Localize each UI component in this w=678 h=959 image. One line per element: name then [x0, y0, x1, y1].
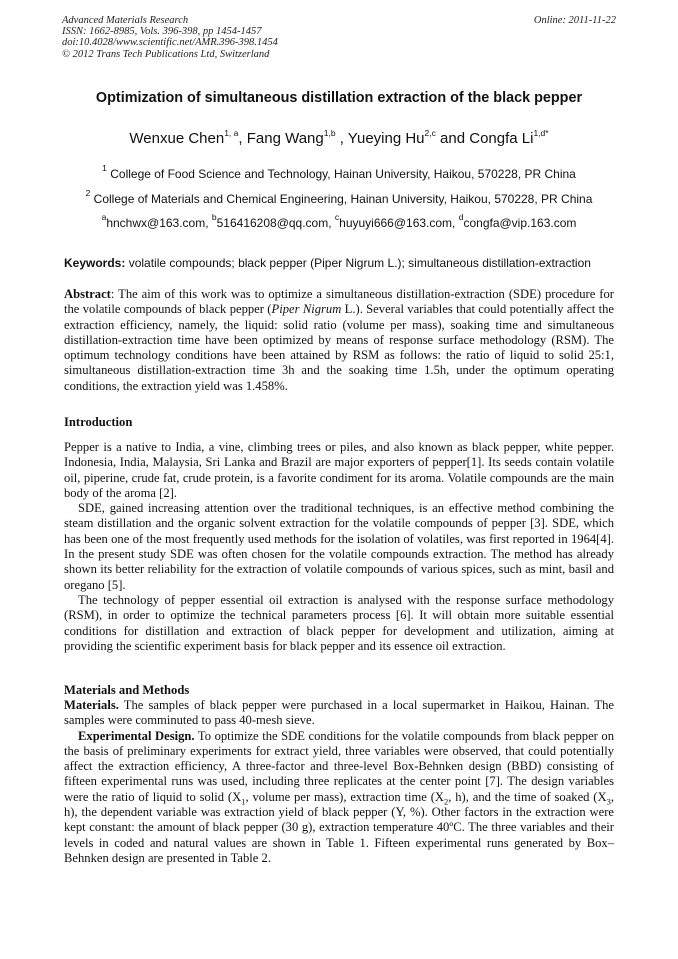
paper-title: Optimization of simultaneous distillation extraction of the black pepper [95, 90, 583, 106]
email-mark: b [211, 212, 217, 222]
author-separator: , [238, 130, 247, 147]
affiliation-text: College of Food Science and Technology, Hainan University, Haikou, 570228, PR China [110, 167, 576, 181]
paragraph: Pepper is a native to India, a vine, climbing trees or piles, and also known as black pepper, white pepper. Indonesia, India, Malaysia, Sri Lanka and Brazil are major exporters of pepper[1]. Its seeds contain volatile oil, piperine, crude fat, crude protein, is a favorite condiment for its aroma. Volatile compounds are the main body of the aroma [2]. [64, 440, 614, 500]
abstract-label: Abstract [64, 287, 111, 301]
keywords [64, 256, 624, 270]
online-date: Online: 2011-11-22 [533, 15, 616, 26]
email-address[interactable]: huyuyi666@163.com, [339, 216, 459, 230]
author-affil-mark: 1,b [323, 128, 336, 138]
paragraph: The technology of pepper essential oil extraction is analysed with the response surface methodology (RSM), in order to optimize the technical parameters process [6]. It will obtain more suitable essential conditions for distillation and extraction of black pepper for development and utilization, aiming at providing the scientific experiment basis for black pepper and its essence oil extraction. [64, 592, 614, 653]
email-address[interactable]: congfa@vip.163.com [463, 216, 577, 230]
introduction-heading: Introduction [64, 415, 133, 429]
email-address[interactable]: hnchwx@163.com, [106, 216, 212, 230]
keywords-label: Keywords: [64, 256, 126, 270]
keywords-text: volatile compounds; black pepper (Piper Nigrum L.); simultaneous distillation-extraction [125, 256, 591, 270]
design-label: Experimental Design. [78, 728, 195, 743]
author-list [30, 130, 648, 147]
materials-label: Materials. [64, 698, 119, 712]
species-name: Piper Nigrum [271, 302, 342, 317]
abstract-text: : The aim of this work was to optimize a simultaneous distillation-extraction (SDE) procedure for the volatile compounds of black pepper ( [64, 287, 614, 317]
design-text: , volume per mass), extraction time (X [245, 789, 445, 804]
author-affil-mark: 1,d* [533, 128, 549, 138]
author-name: Fang Wang [246, 130, 324, 147]
materials-text: The samples of black pepper were purchased in a local supermarket in Haikou, Hainan. The samples were comminuted to pass 40-mesh sieve. [64, 698, 614, 728]
email-address[interactable]: 516416208@qq.com, [216, 216, 335, 230]
email-mark: a [101, 212, 107, 222]
paragraph [64, 698, 614, 729]
email-list [30, 212, 648, 230]
author-name: Yueying Hu [347, 130, 425, 147]
affiliation-1 [30, 163, 648, 181]
author-separator: , [335, 130, 348, 147]
design-text: , h), and the time of soaked (X [448, 789, 607, 804]
journal-name: Advanced Materials Research [62, 15, 189, 26]
journal-header [62, 15, 422, 60]
author-name: Wenxue Chen [129, 130, 225, 147]
abstract [64, 287, 614, 394]
journal-issn: ISSN: 1662-8985, Vols. 396-398, pp 1454-1457 [62, 26, 262, 38]
author-affil-mark: 1, a [224, 128, 239, 138]
paragraph [64, 729, 614, 867]
author-affil-mark: 2,c [424, 128, 436, 138]
affiliation-number: 2 [85, 188, 91, 198]
email-mark: d [458, 212, 464, 222]
affiliation-number: 1 [102, 163, 107, 173]
design-text: , h), the dependent variable was extraction yield of black pepper (Y, %). Other factors in the extraction were kept constant: the amount of black pepper (30 g), extraction temperature 40ºC. The three variables and their levels in coded and natural values are shown in Table 1. Fifteen experimental runs generated by Box–Behnken design are presented in Table 2. [64, 789, 615, 865]
affiliation-2 [30, 188, 648, 206]
subscript: 3 [606, 796, 611, 807]
journal-doi[interactable]: doi:10.4028/www.scientific.net/AMR.396-398.1454 [62, 37, 278, 49]
subscript: 1 [241, 796, 246, 807]
methods-heading: Materials and Methods [64, 683, 190, 697]
author-name: Congfa Li [469, 130, 534, 147]
design-text: To optimize the SDE conditions for the volatile compounds from black pepper on the basis of preliminary experiments for extract yield, three variables were observed, that could potentially affect the extraction efficiency, A three-factor and three-level Box-Behnken design (BBD) consisting of fifteen experimental runs was used, including three replicates at the center point [7]. The design variables were the ratio of liquid to solid (X [64, 728, 615, 804]
author-separator: and [435, 130, 470, 147]
subscript: 2 [444, 796, 449, 807]
abstract-text: L.). Several variables that could potentially affect the extraction efficiency, namely, the liquid: solid ratio (volume per mass), soaking time and simultaneous distillation-extraction time have been optimized by means of response surface methodology (RSM). The optimum technology conditions have been attained by RSM as follows: the ratio of liquid to solid 25:1, simultaneous distillation-extraction time 3h and the soaking time 1.5h, under the optimum operating conditions, the extraction yield was 1.458%. [64, 302, 614, 393]
methods-body [64, 698, 614, 866]
introduction-body [64, 440, 614, 654]
paragraph: SDE, gained increasing attention over the traditional techniques, is an effective method combining the steam distillation and the organic solvent extraction for the volatile compounds of pepper [3]. SDE, which has been one of the most frequently used methods for the isolation of volatiles, was first reported in 1964[4]. In the present study SDE was often chosen for the volatile compounds extraction. The method has already shown its better reliability for the extraction of volatile compounds of various spices, such as mint, basil and oregano [5]. [64, 501, 614, 592]
email-mark: c [334, 212, 340, 222]
journal-copyright: © 2012 Trans Tech Publications Ltd, Switzerland [62, 48, 270, 60]
affiliation-text: College of Materials and Chemical Engineering, Hainan University, Haikou, 570228, PR China [93, 192, 593, 206]
